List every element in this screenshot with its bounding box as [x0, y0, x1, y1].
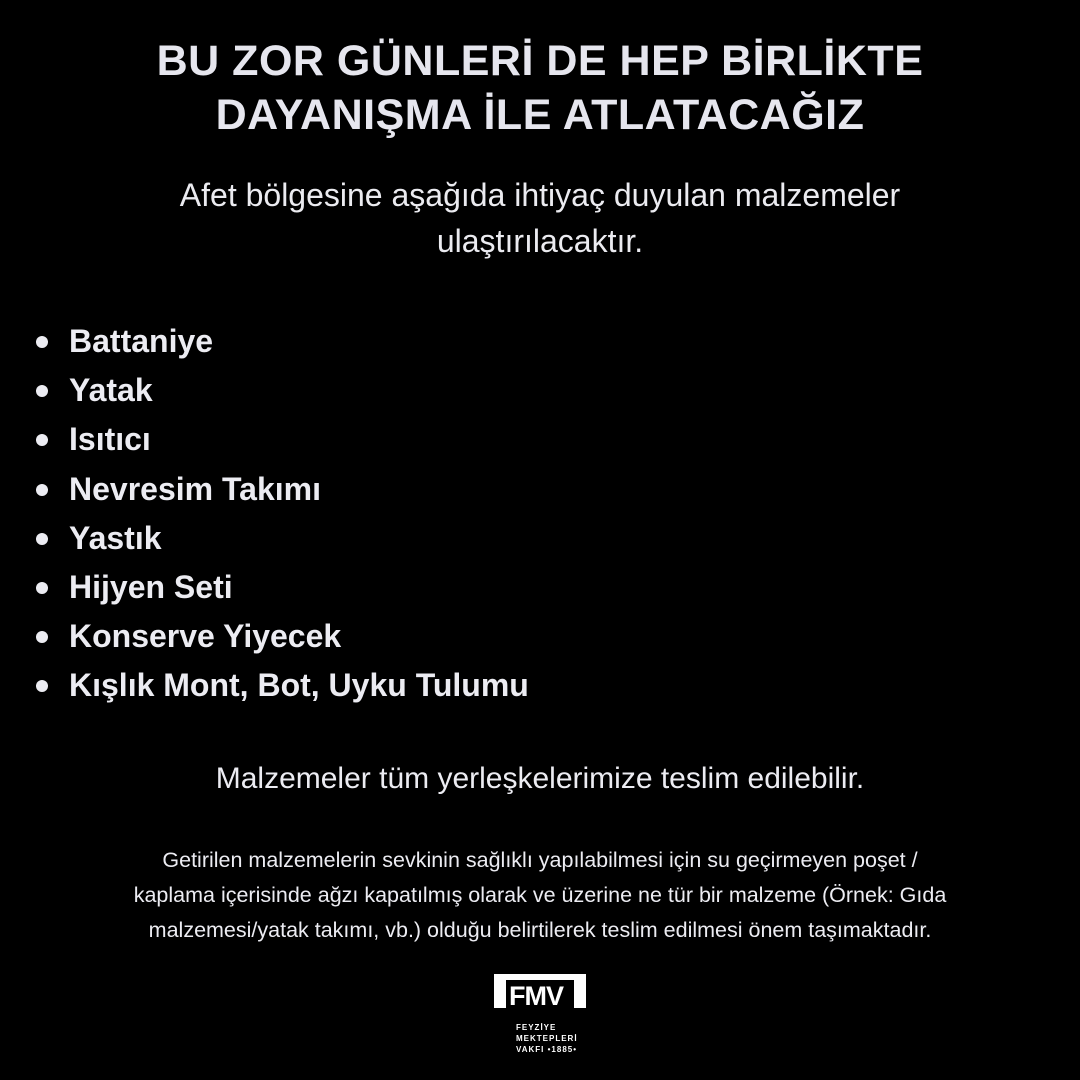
logo-wordmark — [516, 1022, 586, 1055]
subtitle — [0, 172, 1080, 264]
item-label: Yastık — [69, 519, 162, 556]
headline-line-2: DAYANIŞMA İLE ATLATACAĞIZ — [215, 91, 865, 139]
headline — [0, 34, 1080, 142]
subtitle-line-2: ulaştırılacaktır. — [436, 223, 644, 259]
fmv-logo — [494, 974, 586, 1055]
subtitle-line-1: Afet bölgesine aşağıda ihtiyaç duyulan malzemeler — [179, 177, 901, 213]
notice-line-3: malzemesi/yatak takımı, vb.) olduğu belirtilerek teslim edilmesi önem taşımaktadır. — [148, 918, 932, 942]
list-item — [34, 612, 529, 661]
logo-line-3: VAKFI •1885• — [516, 1045, 578, 1054]
bullet-icon — [36, 434, 48, 446]
logo-line-2: MEKTEPLERİ — [516, 1034, 578, 1043]
bullet-icon — [36, 680, 48, 692]
item-label: Yatak — [69, 372, 153, 409]
bullet-icon — [36, 631, 48, 643]
list-item — [34, 563, 529, 612]
list-item — [34, 317, 529, 366]
item-label: Battaniye — [69, 323, 214, 359]
list-item — [34, 415, 529, 464]
notice-line-1: Getirilen malzemelerin sevkinin sağlıklı yapılabilmesi için su geçirmeyen poşet / — [162, 848, 918, 872]
bullet-icon — [36, 336, 48, 348]
logo-line-1: FEYZİYE — [516, 1023, 557, 1032]
bullet-icon — [36, 582, 48, 594]
item-label: Konserve Yiyecek — [69, 618, 342, 655]
list-item — [34, 661, 529, 710]
needed-items-list — [34, 317, 529, 711]
delivery-text: Malzemeler tüm yerleşkelerimize teslim edilebilir. — [215, 762, 865, 795]
packaging-notice — [0, 843, 1080, 948]
list-item — [34, 514, 529, 563]
bullet-icon — [36, 533, 48, 545]
headline-line-1: BU ZOR GÜNLERİ DE HEP BİRLİKTE — [156, 37, 924, 85]
item-label: Isıtıcı — [69, 421, 151, 458]
item-label: Nevresim Takımı — [69, 470, 321, 507]
item-label: Kışlık Mont, Bot, Uyku Tulumu — [69, 667, 529, 704]
list-item — [34, 366, 529, 415]
notice-line-2: kaplama içerisinde ağzı kapatılmış olarak ve üzerine ne tür bir malzeme (Örnek: Gıda — [133, 883, 947, 907]
item-label: Hijyen Seti — [69, 568, 233, 605]
fmv-logo-mark — [494, 974, 586, 1011]
logo-mark-text: FMV — [509, 981, 563, 1011]
bullet-icon — [36, 484, 48, 496]
list-item — [34, 465, 529, 514]
bullet-icon — [36, 385, 48, 397]
